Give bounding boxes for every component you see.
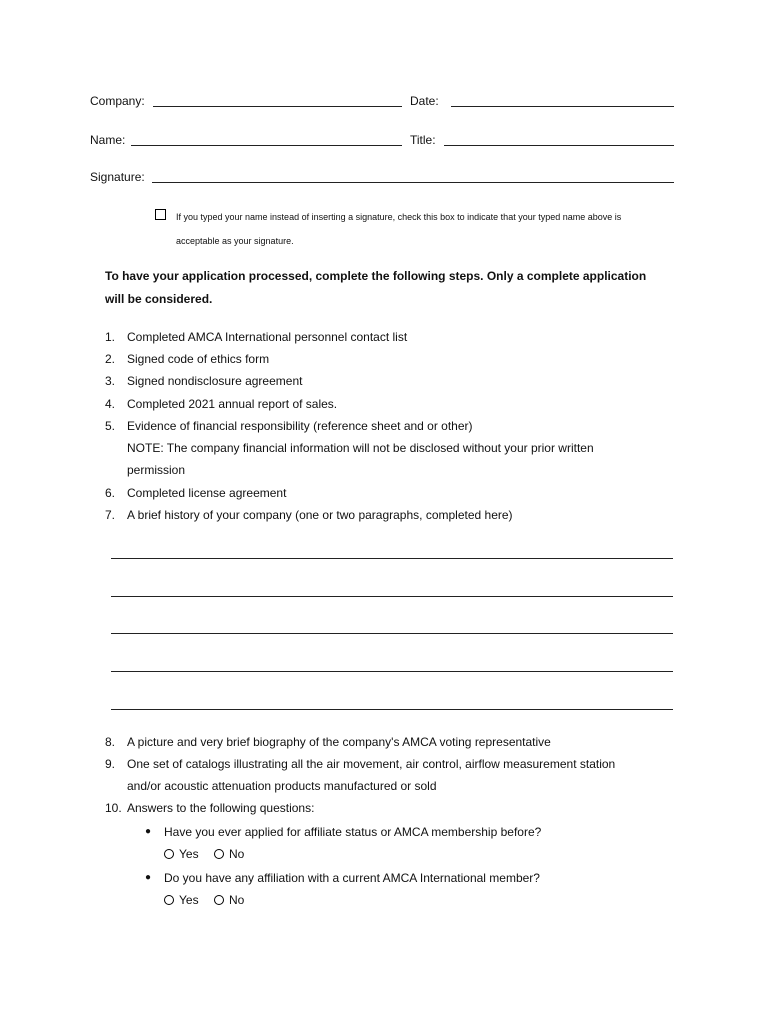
step-text: Completed AMCA International personnel contact list [127,330,408,344]
step-text: Answers to the following questions: [127,801,315,815]
step-number: 9. [105,757,116,771]
step-note-continued: permission [127,463,186,477]
history-line[interactable] [111,709,673,710]
question-text: Do you have any affiliation with a current AMCA International member? [164,871,540,885]
step-number: 10. [105,801,122,815]
question-1-yes-option[interactable] [164,847,199,861]
step-note: NOTE: The company financial information will not be disclosed without your prior written [127,441,594,455]
bullet-icon: ● [145,826,152,837]
company-field[interactable] [153,106,402,107]
date-field[interactable] [451,106,674,107]
name-label: Name: [90,133,126,147]
step-number: 2. [105,352,116,366]
step-text: One set of catalogs illustrating all the air movement, air control, airflow measurement station [127,757,616,771]
history-line[interactable] [111,558,673,559]
step-text: Signed code of ethics form [127,352,270,366]
yes-label: Yes [179,893,199,907]
step-number: 5. [105,419,116,433]
step-text: Completed license agreement [127,486,287,500]
name-field[interactable] [131,145,402,146]
question-text: Have you ever applied for affiliate status or AMCA membership before? [164,825,542,839]
step-text-continued: and/or acoustic attenuation products manufactured or sold [127,779,437,793]
no-label: No [229,893,245,907]
no-label: No [229,847,245,861]
history-line[interactable] [111,671,673,672]
step-number: 4. [105,397,116,411]
step-number: 3. [105,374,116,388]
yes-label: Yes [179,847,199,861]
step-number: 8. [105,735,116,749]
history-line[interactable] [111,633,673,634]
bullet-icon: ● [145,872,152,883]
step-number: 1. [105,330,116,344]
typed-name-checkbox[interactable] [155,209,166,220]
step-text: Signed nondisclosure agreement [127,374,303,388]
signature-field[interactable] [152,182,674,183]
step-number: 7. [105,508,116,522]
instructions-line2: will be considered. [105,292,213,306]
radio-icon[interactable] [164,895,174,905]
question-2-no-option[interactable] [214,893,244,907]
question-2-yes-option[interactable] [164,893,199,907]
company-label: Company: [90,94,145,108]
title-field[interactable] [444,145,674,146]
date-label: Date: [410,94,439,108]
checkbox-text-line2: acceptable as your signature. [176,236,294,246]
checkbox-text-line1: If you typed your name instead of inserting a signature, check this box to indicate that your typed name above is [176,212,622,222]
step-text: Evidence of financial responsibility (reference sheet and or other) [127,419,473,433]
title-label: Title: [410,133,436,147]
step-text: Completed 2021 annual report of sales. [127,397,338,411]
history-line[interactable] [111,596,673,597]
question-1-no-option[interactable] [214,847,244,861]
step-text: A picture and very brief biography of the company's AMCA voting representative [127,735,551,749]
instructions-line1: To have your application processed, complete the following steps. Only a complete application [105,269,647,283]
radio-icon[interactable] [214,895,224,905]
step-number: 6. [105,486,116,500]
step-text: A brief history of your company (one or two paragraphs, completed here) [127,508,513,522]
radio-icon[interactable] [214,849,224,859]
signature-label: Signature: [90,170,145,184]
radio-icon[interactable] [164,849,174,859]
